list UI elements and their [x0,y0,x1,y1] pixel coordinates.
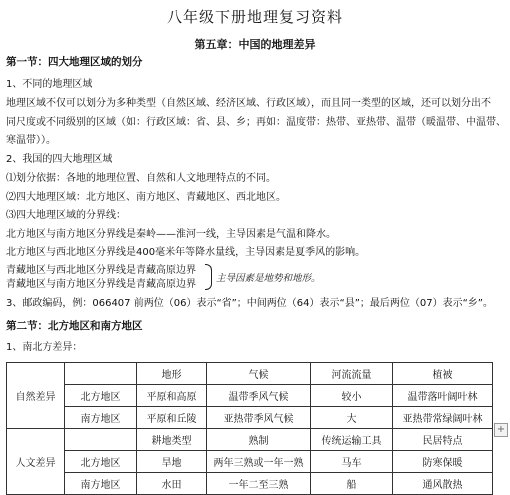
text-line: 1、南北方差异： [6,342,83,353]
text-line: 2、我国的四大地理区域 [6,154,113,165]
table-cell: 水田 [137,473,207,495]
table-row [7,407,493,429]
table-cell: 平原和丘陵 [137,407,207,429]
document-title: 八年级下册地理复习资料 [166,8,343,26]
table-row [7,473,493,495]
table-cell: 两年三熟或一年一熟 [207,451,311,473]
table-row [7,385,493,407]
table-cell: 北方地区 [65,451,137,473]
text-line: 青藏地区与南方地区分界线是青藏高原边界 [6,279,196,290]
table-cell: 通风散热 [393,473,493,495]
table-header-cell: 气候 [207,363,311,385]
text-line: ⑵四大地理区域：北方地区、南方地区、青藏地区、西北地区。 [6,192,286,203]
handwritten-note: 主导因素是地势和地形。 [216,273,321,284]
table-cell: 防寒保暖 [393,451,493,473]
table-header-cell: 地形 [137,363,207,385]
table-header-cell: 民居特点 [393,429,493,451]
text-line: ⑶四大地理区域的分界线： [6,210,126,221]
text-line: 同尺度或不同级别的区域（如：行政区域：省、县、乡；再如：温度带：热带、亚热带、温带（暖温带、中温带、 [6,117,506,128]
text-line: 1、不同的地理区域 [6,79,93,90]
north-south-table [6,362,493,495]
section-heading: 第二节：北方地区和南方地区 [6,320,143,332]
table-header-cell: 传统运输工具 [311,429,393,451]
table-cell: 南方地区 [65,473,137,495]
table-cell: 较小 [311,385,393,407]
table-cell: 亚热带常绿阔叶林 [393,407,493,429]
chapter-heading: 第五章：中国的地理差异 [194,38,316,51]
table-cell: 亚热带季风气候 [207,407,311,429]
table-cell: 旱地 [137,451,207,473]
table-cell: 北方地区 [65,385,137,407]
section-heading: 第一节：四大地理区域的划分 [6,56,143,68]
text-line: 3、邮政编码，例：066407 前两位（06）表示“省”；中间两位（64）表示“县”；最后两位（07）表示“乡”。 [6,298,493,309]
table-cell: 温带季风气候 [207,385,311,407]
text-line: 地理区域不仅可以划分为多种类型（自然区域、经济区域、行政区域），而且同一类型的区域，还可以划分出不 [6,98,491,109]
table-cell: 一年二至三熟 [207,473,311,495]
table-cell: 马车 [311,451,393,473]
table-cell [65,363,137,385]
expand-plus-icon[interactable]: + [494,423,508,437]
row-group-label: 人文差异 [7,429,65,495]
table-cell: 船 [311,473,393,495]
text-line: 青藏地区与西北地区分界线是青藏高原边界 [6,265,196,276]
text-line: 北方地区与西北地区分界线是400毫米年等降水量线，主导因素是夏季风的影响。 [6,247,366,258]
table-cell: 大 [311,407,393,429]
text-line: 寒温带））。 [6,135,56,146]
table-header-cell: 河流流量 [311,363,393,385]
table-row [7,363,493,385]
table-header-cell: 植被 [393,363,493,385]
table-cell [65,429,137,451]
table-cell: 平原和高原 [137,385,207,407]
table-cell: 温带落叶阔叶林 [393,385,493,407]
text-line: 北方地区与南方地区分界线是秦岭——淮河一线，主导因素是气温和降水。 [6,229,336,240]
brace-mark [205,264,212,290]
text-line: ⑴划分依据：各地的地理位置、自然和人文地理特点的不同。 [6,173,276,184]
table-cell: 南方地区 [65,407,137,429]
table-header-cell: 耕地类型 [137,429,207,451]
row-group-label: 自然差异 [7,363,65,429]
table-row [7,451,493,473]
table-row [7,429,493,451]
table-header-cell: 熟制 [207,429,311,451]
